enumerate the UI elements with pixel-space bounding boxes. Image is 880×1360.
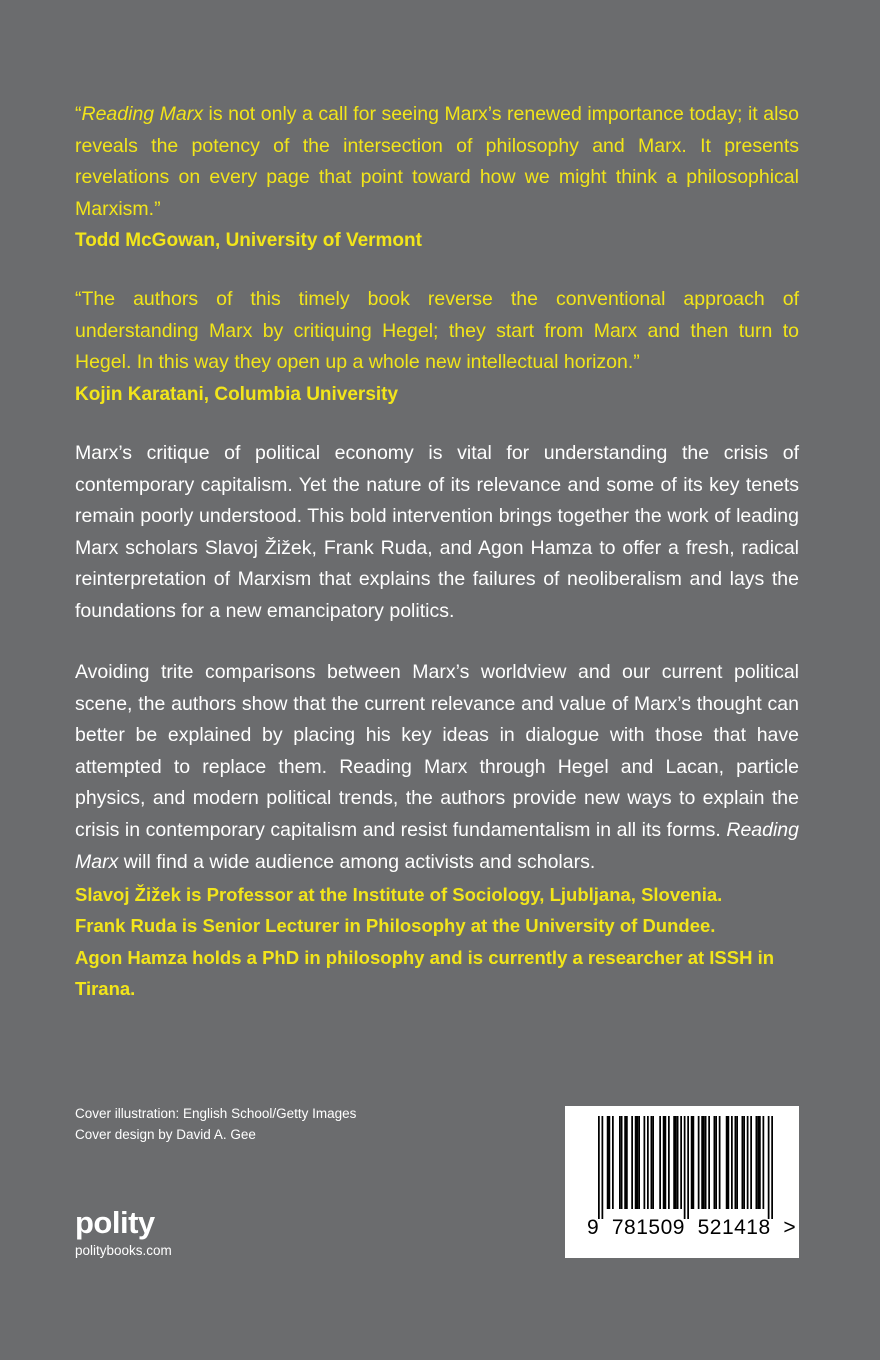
barcode-bar [602, 1116, 604, 1219]
description-text-1: Marx’s critique of political economy is vital for understanding the crisis of contemporary capitalism. Yet the nature of its relevance and some of its key tenets remain poorly understood. This bold intervention brings together the work of leading Marx scholars Slavoj Žižek, Frank Ruda, and Agon Hamza to offer a fresh, radical reinterpretation of Marxism that explains the failures of neoliberalism and lays the foundations for a new emancipatory politics. [75, 442, 799, 622]
barcode-bar [750, 1116, 752, 1209]
quote-1-open: “ [75, 103, 82, 125]
quote-1-text [75, 99, 799, 225]
barcode-bar [607, 1116, 609, 1209]
barcode-bar [635, 1116, 637, 1209]
barcode-bar [736, 1116, 738, 1209]
barcode-bar [759, 1116, 761, 1209]
illustration-credit: Cover illustration: English School/Getty Images [75, 1106, 357, 1121]
bio-ruda: Frank Ruda is Senior Lecturer in Philosophy at the University of Dundee. [75, 915, 716, 937]
polity-logo: polity [75, 1205, 155, 1240]
publisher-block [75, 1204, 172, 1260]
barcode-bar [631, 1116, 633, 1209]
quote-2 [75, 284, 799, 410]
barcode-bar [619, 1116, 621, 1209]
barcode-bar [675, 1116, 677, 1209]
description-paragraph-2 [75, 657, 799, 878]
author-bios [75, 879, 799, 1005]
barcode-bar [659, 1116, 661, 1209]
description-text-2 [75, 657, 799, 878]
barcode-bar [680, 1116, 682, 1209]
barcode-bar [768, 1116, 770, 1219]
quote-2-text: “The authors of this timely book reverse the conventional approach of understanding Marx by critiquing Hegel; they start from Marx and then turn to Hegel. In this way they open up a whole new intellectual horizon.” [75, 288, 799, 373]
barcode [565, 1106, 799, 1258]
barcode-bar [763, 1116, 765, 1209]
design-credit: Cover design by David A. Gee [75, 1127, 256, 1142]
barcode-bar [747, 1116, 749, 1209]
quote-1 [75, 99, 799, 256]
isbn-number: 9 781509 521418 > [587, 1216, 797, 1239]
barcode-bar [703, 1116, 705, 1209]
barcode-bar [624, 1116, 626, 1209]
barcode-bar [609, 1116, 611, 1209]
barcode-bar [742, 1116, 744, 1209]
barcode-bar [687, 1116, 689, 1219]
barcode-bar [743, 1116, 745, 1209]
quote-2-attribution: Kojin Karatani, Columbia University [75, 383, 399, 405]
description-text-2-title: Reading Marx [75, 818, 799, 873]
barcode-bar [647, 1116, 649, 1209]
quote-1-title: Reading Marx [81, 103, 203, 125]
barcode-bar [705, 1116, 707, 1209]
barcode-bar [668, 1116, 670, 1209]
quote-1-attribution: Todd McGowan, University of Vermont [75, 230, 422, 251]
barcode-bar [691, 1116, 693, 1209]
barcode-bar [726, 1116, 728, 1209]
barcode-bar [665, 1116, 667, 1209]
barcode-bar [663, 1116, 665, 1209]
barcode-bar [714, 1116, 716, 1209]
barcode-bar [701, 1116, 703, 1209]
barcode-bar [621, 1116, 623, 1209]
barcode-bar [698, 1116, 700, 1209]
barcode-bar [673, 1116, 675, 1209]
description-text-2-end: will find a wide audience among activists and scholars. [118, 850, 596, 873]
barcode-bar [638, 1116, 640, 1209]
bio-hamza: Agon Hamza holds a PhD in philosophy and is currently a researcher at ISSH in Tirana. [75, 946, 775, 1000]
barcode-bar [757, 1116, 759, 1209]
barcode-bar [637, 1116, 639, 1209]
barcode-bar [731, 1116, 733, 1209]
barcode-bar [771, 1116, 773, 1219]
barcode-bar [684, 1116, 686, 1219]
barcode-bar [735, 1116, 737, 1209]
barcode-bar [626, 1116, 628, 1209]
barcode-bar [715, 1116, 717, 1209]
description-text-2-start: Avoiding trite comparisons between Marx’s worldview and our current political scene, the authors show that the current relevance and value of Marx’s thought can better be explained by placing his key ideas in dialogue with those that have attempted to replace them. Reading Marx through Hegel and Lacan, particle physics, and modern political trends, the authors provide new ways to explain the crisis in contemporary capitalism and resist fundamentalism in all its forms. [75, 661, 799, 841]
barcode-bar [677, 1116, 679, 1209]
barcode-bar [652, 1116, 654, 1209]
description-paragraph-1 [75, 438, 799, 628]
barcode-bar [719, 1116, 721, 1209]
quote-1-body: is not only a call for seeing Marx’s renewed importance today; it also reveals the potency of the intersection of philosophy and Marx. It presents revelations on every page that point toward how we might think a philosophical Marxism.” [75, 103, 800, 220]
barcode-bar [693, 1116, 695, 1209]
cover-credits [75, 1103, 356, 1145]
barcode-bar [728, 1116, 730, 1209]
barcode-bar [612, 1116, 614, 1209]
bio-zizek: Slavoj Žižek is Professor at the Institute of Sociology, Ljubljana, Slovenia. [75, 884, 723, 905]
barcode-bar [651, 1116, 653, 1209]
publisher-url: politybooks.com [75, 1243, 172, 1258]
barcode-bar [756, 1116, 758, 1209]
barcode-bar [598, 1116, 600, 1219]
barcode-bar [644, 1116, 646, 1209]
barcode-bar [708, 1116, 710, 1209]
